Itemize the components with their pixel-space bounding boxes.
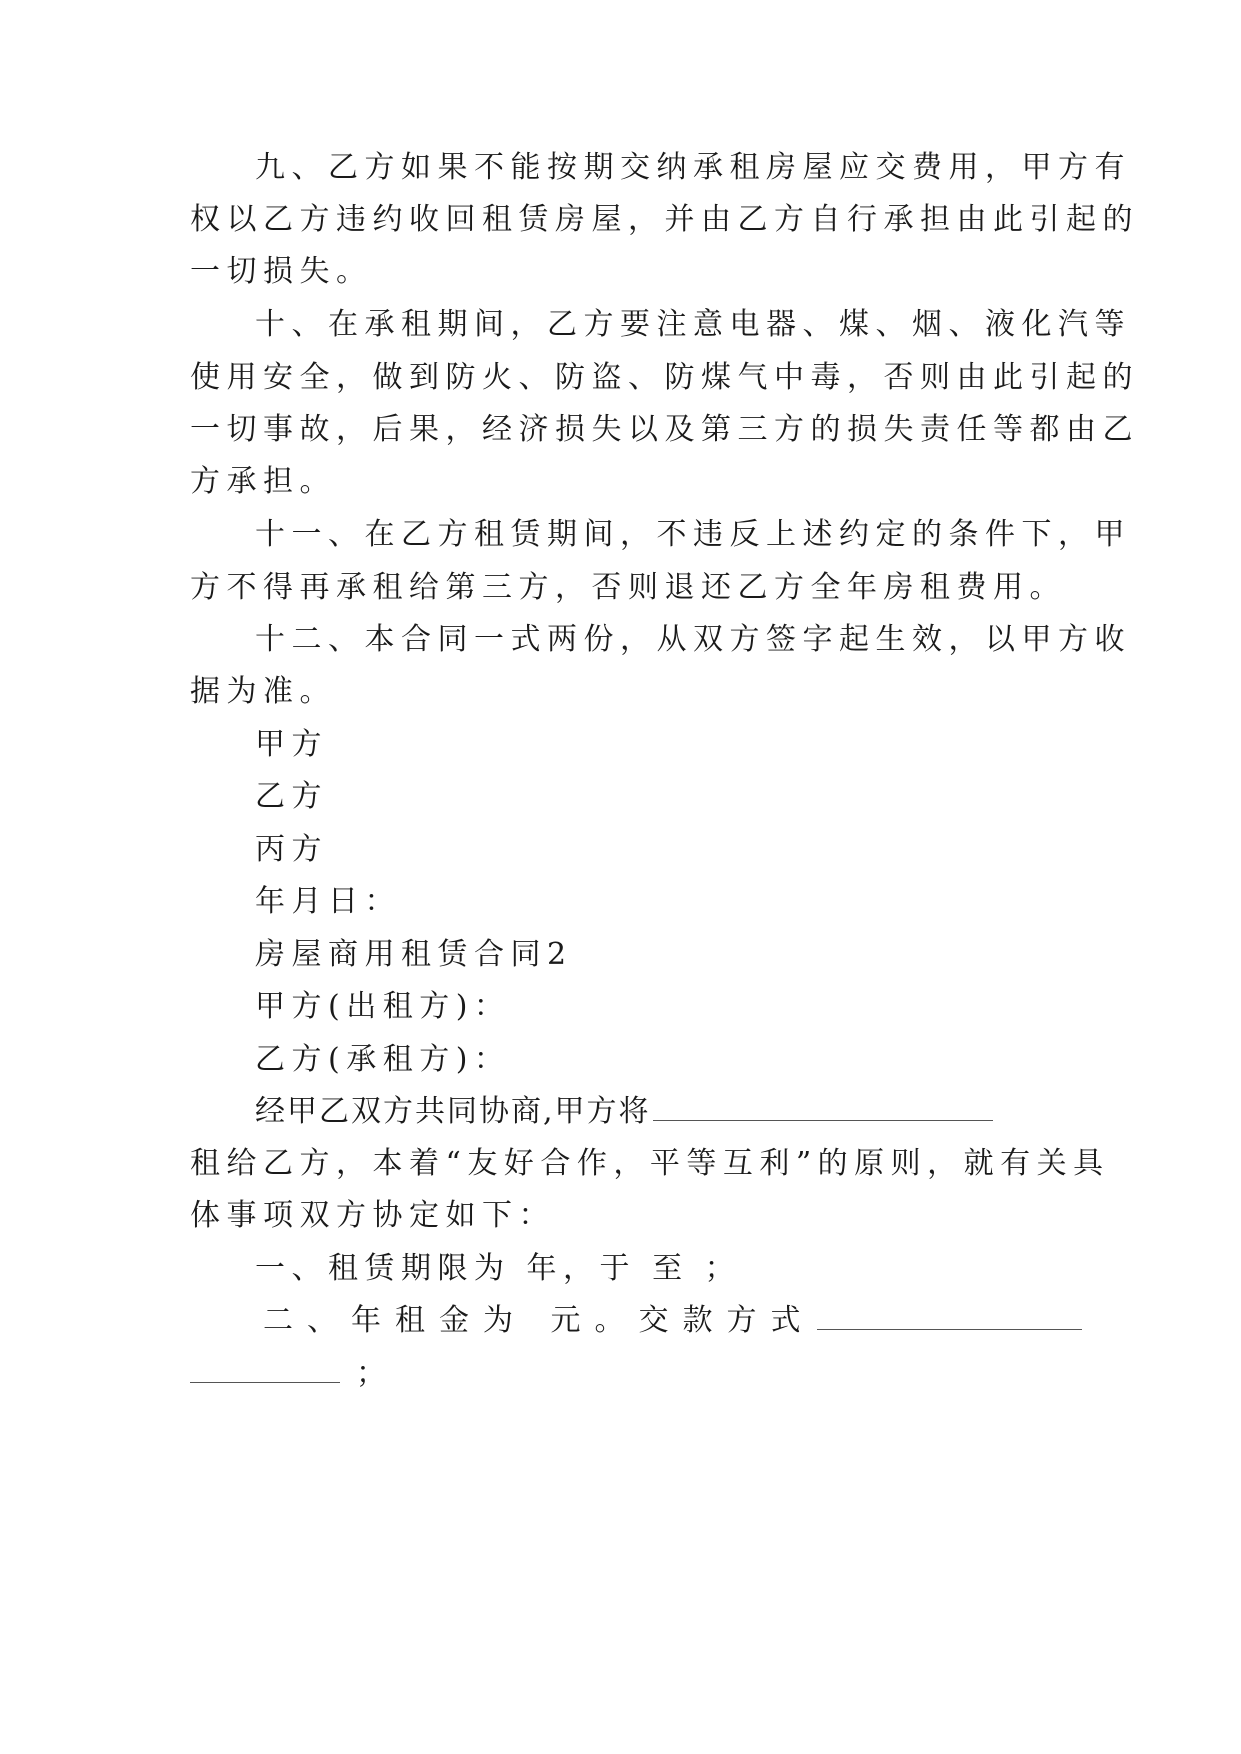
term-2-text: 二、年租金为 元。交款方式 xyxy=(263,1303,815,1338)
clause-12-line-1: 十二、本合同一式两份，从双方签字起生效，以甲方收 xyxy=(255,622,1131,657)
signature-party-b: 乙方 xyxy=(255,779,328,814)
term-2-end: ； xyxy=(356,1356,393,1391)
clause-11-line-2: 方不得再承租给第三方，否则退还乙方全年房租费用。 xyxy=(190,570,1066,605)
lessee-label: 乙方(承租方)： xyxy=(255,1042,511,1077)
intro-line-1 xyxy=(255,1092,1050,1132)
intro-line-3: 体事项双方协定如下： xyxy=(190,1198,555,1233)
signature-party-a: 甲方 xyxy=(255,727,328,762)
contract-2-title: 房屋商用租赁合同2 xyxy=(255,937,573,972)
term-1-lease-period: 一、租赁期限为 年，于 至 ； xyxy=(255,1251,742,1286)
signature-date: 年月日： xyxy=(255,884,401,919)
clause-9-line-3: 一切损失。 xyxy=(190,254,373,289)
term-2-line-1 xyxy=(263,1301,1058,1341)
intro-text: 经甲乙双方共同协商,甲方将 xyxy=(255,1094,651,1129)
property-blank xyxy=(653,1094,993,1121)
clause-10-line-3: 一切事故，后果，经济损失以及第三方的损失责任等都由乙 xyxy=(190,412,1139,447)
clause-11-line-1: 十一、在乙方租赁期间，不违反上述约定的条件下，甲 xyxy=(255,517,1131,552)
clause-10-line-1: 十、在承租期间，乙方要注意电器、煤、烟、液化汽等 xyxy=(255,307,1131,342)
clause-12-line-2: 据为准。 xyxy=(190,674,336,709)
clause-9-line-1: 九、乙方如果不能按期交纳承租房屋应交费用，甲方有 xyxy=(255,150,1131,185)
clause-10-line-4: 方承担。 xyxy=(190,464,336,499)
payment-method-blank-2 xyxy=(190,1356,340,1383)
term-2-line-2 xyxy=(190,1354,1050,1394)
payment-method-blank-1 xyxy=(817,1303,1082,1330)
intro-line-2: 租给乙方，本着“友好合作，平等互利”的原则，就有关具 xyxy=(190,1146,1110,1181)
signature-party-c: 丙方 xyxy=(255,832,328,867)
lessor-label: 甲方(出租方)： xyxy=(255,989,511,1024)
clause-10-line-2: 使用安全，做到防火、防盗、防煤气中毒，否则由此引起的 xyxy=(190,360,1139,395)
clause-9-line-2: 权以乙方违约收回租赁房屋，并由乙方自行承担由此引起的 xyxy=(190,202,1139,237)
